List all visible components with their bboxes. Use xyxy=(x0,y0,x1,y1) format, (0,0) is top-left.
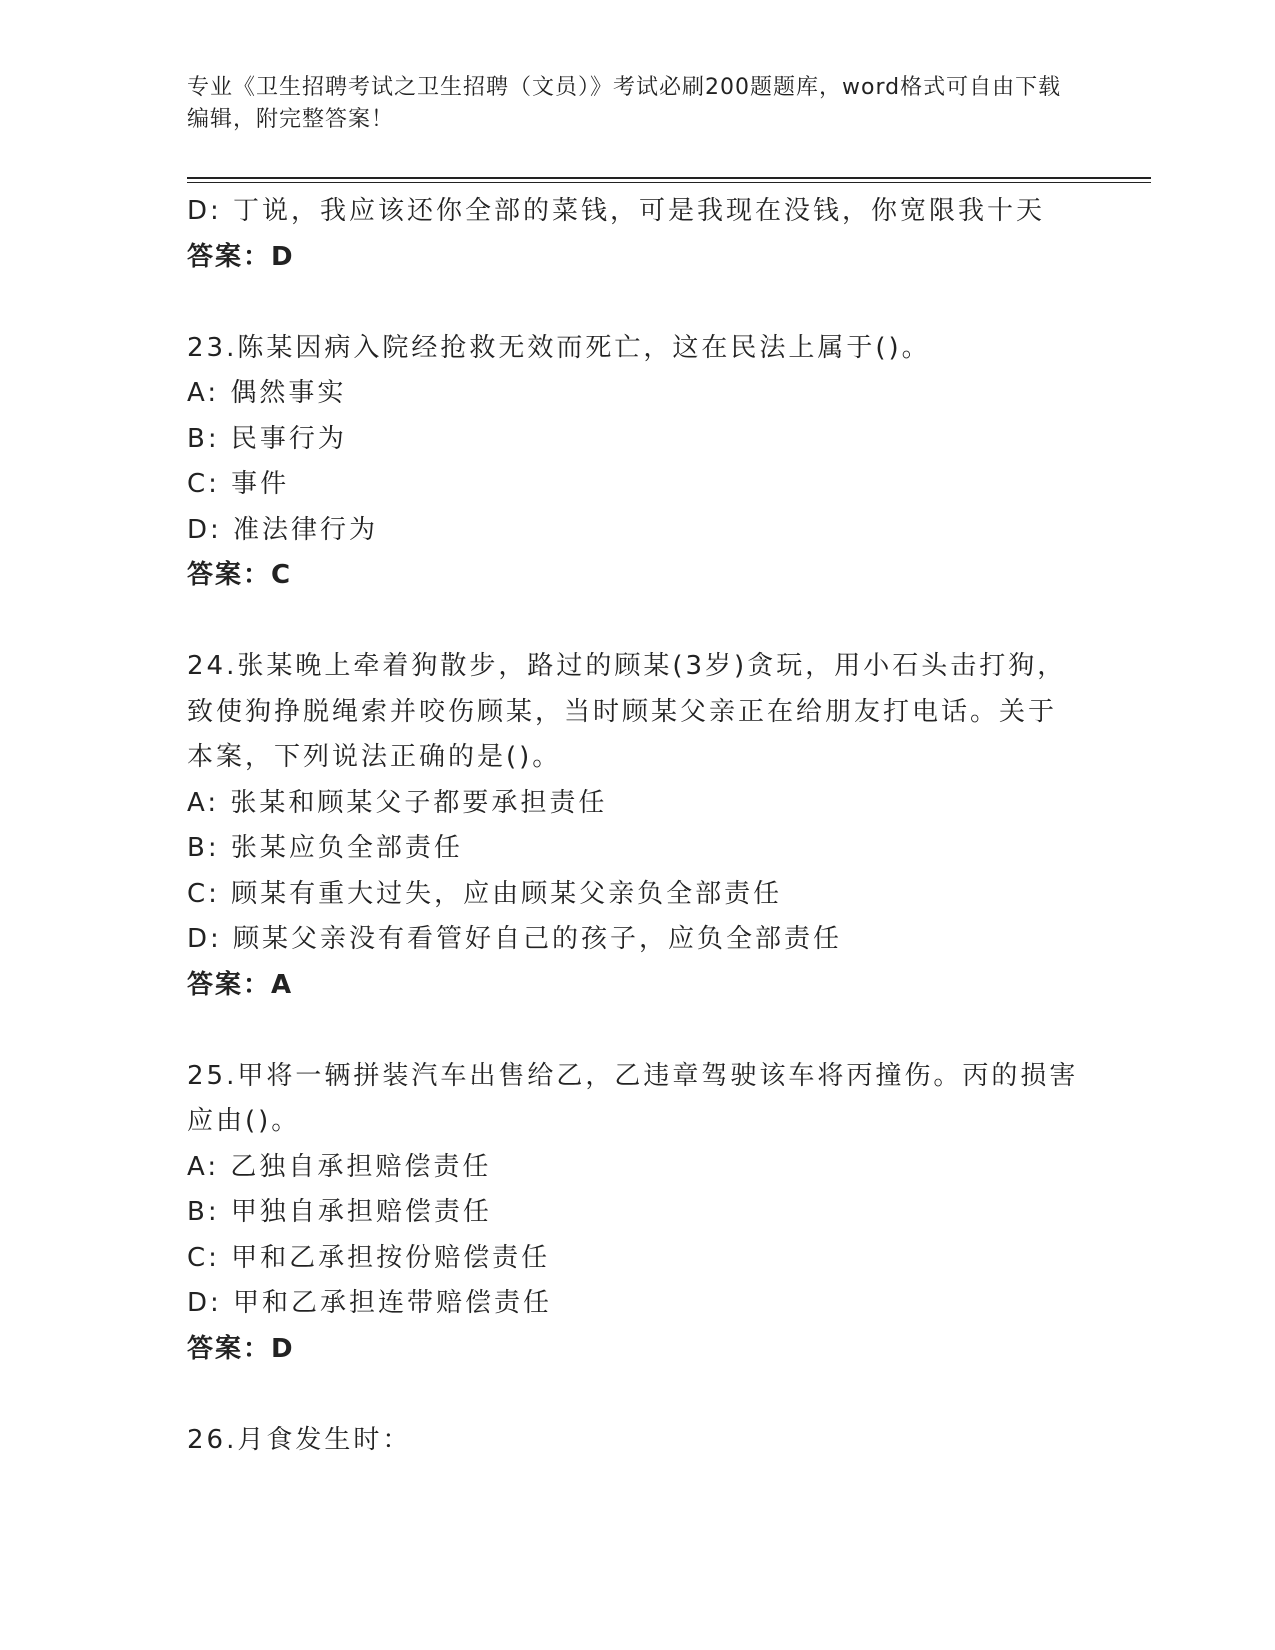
option-d: D: 丁说，我应该还你全部的菜钱，可是我现在没钱，你宽限我十天 xyxy=(187,196,1046,226)
option-b: B: 甲独自承担赔偿责任 xyxy=(187,1197,492,1227)
question-stem-continued: 致使狗挣脱绳索并咬伤顾某，当时顾某父亲正在给朋友打电话。关于 xyxy=(187,696,1058,727)
question-24 xyxy=(187,644,1087,1008)
question-stem: 26.月食发生时： xyxy=(187,1424,412,1455)
option-a: A: 偶然事实 xyxy=(187,378,347,408)
question-stem: 23.陈某因病入院经抢救无效而死亡，这在民法上属于()。 xyxy=(187,332,931,363)
option-a: A: 乙独自承担赔偿责任 xyxy=(187,1151,492,1182)
answer-line: 答案：D xyxy=(187,241,295,272)
header-text: 专业《卫生招聘考试之卫生招聘（文员）》考试必刷200题题库，word格式可自由下载编辑，附完整答案！ xyxy=(187,75,1062,132)
document-body xyxy=(187,189,1087,1463)
option-d: D: 准法律行为 xyxy=(187,514,379,545)
header-divider-thick xyxy=(187,177,1151,179)
question-26 xyxy=(187,1418,1087,1464)
option-c: C: 顾某有重大过失，应由顾某父亲负全部责任 xyxy=(187,878,783,909)
question-23 xyxy=(187,326,1087,599)
question-25 xyxy=(187,1054,1087,1373)
question-stem: 24.张某晚上牵着狗散步，路过的顾某(3岁)贪玩，用小石头击打狗， xyxy=(187,651,1067,681)
option-d: D: 顾某父亲没有看管好自己的孩子，应负全部责任 xyxy=(187,924,843,954)
option-d: D: 甲和乙承担连带赔偿责任 xyxy=(187,1288,553,1318)
option-a: A: 张某和顾某父子都要承担责任 xyxy=(187,787,608,818)
header-divider-thin xyxy=(187,182,1151,183)
option-c: C: 甲和乙承担按份赔偿责任 xyxy=(187,1242,551,1273)
option-c: C: 事件 xyxy=(187,469,290,499)
option-b: B: 民事行为 xyxy=(187,423,347,454)
document-header xyxy=(187,72,1067,136)
spacer xyxy=(187,280,1087,326)
spacer xyxy=(187,599,1087,645)
answer-line: 答案：C xyxy=(187,560,293,590)
answer-line: 答案：A xyxy=(187,969,294,1000)
question-stem: 25.甲将一辆拼装汽车出售给乙，乙违章驾驶该车将丙撞伤。丙的损害 xyxy=(187,1060,1079,1091)
question-stem-continued: 本案，下列说法正确的是()。 xyxy=(187,742,562,772)
answer-line: 答案：D xyxy=(187,1333,295,1364)
spacer xyxy=(187,1008,1087,1054)
option-b: B: 张某应负全部责任 xyxy=(187,833,463,863)
spacer xyxy=(187,1372,1087,1418)
question-stem-continued: 应由()。 xyxy=(187,1106,301,1136)
